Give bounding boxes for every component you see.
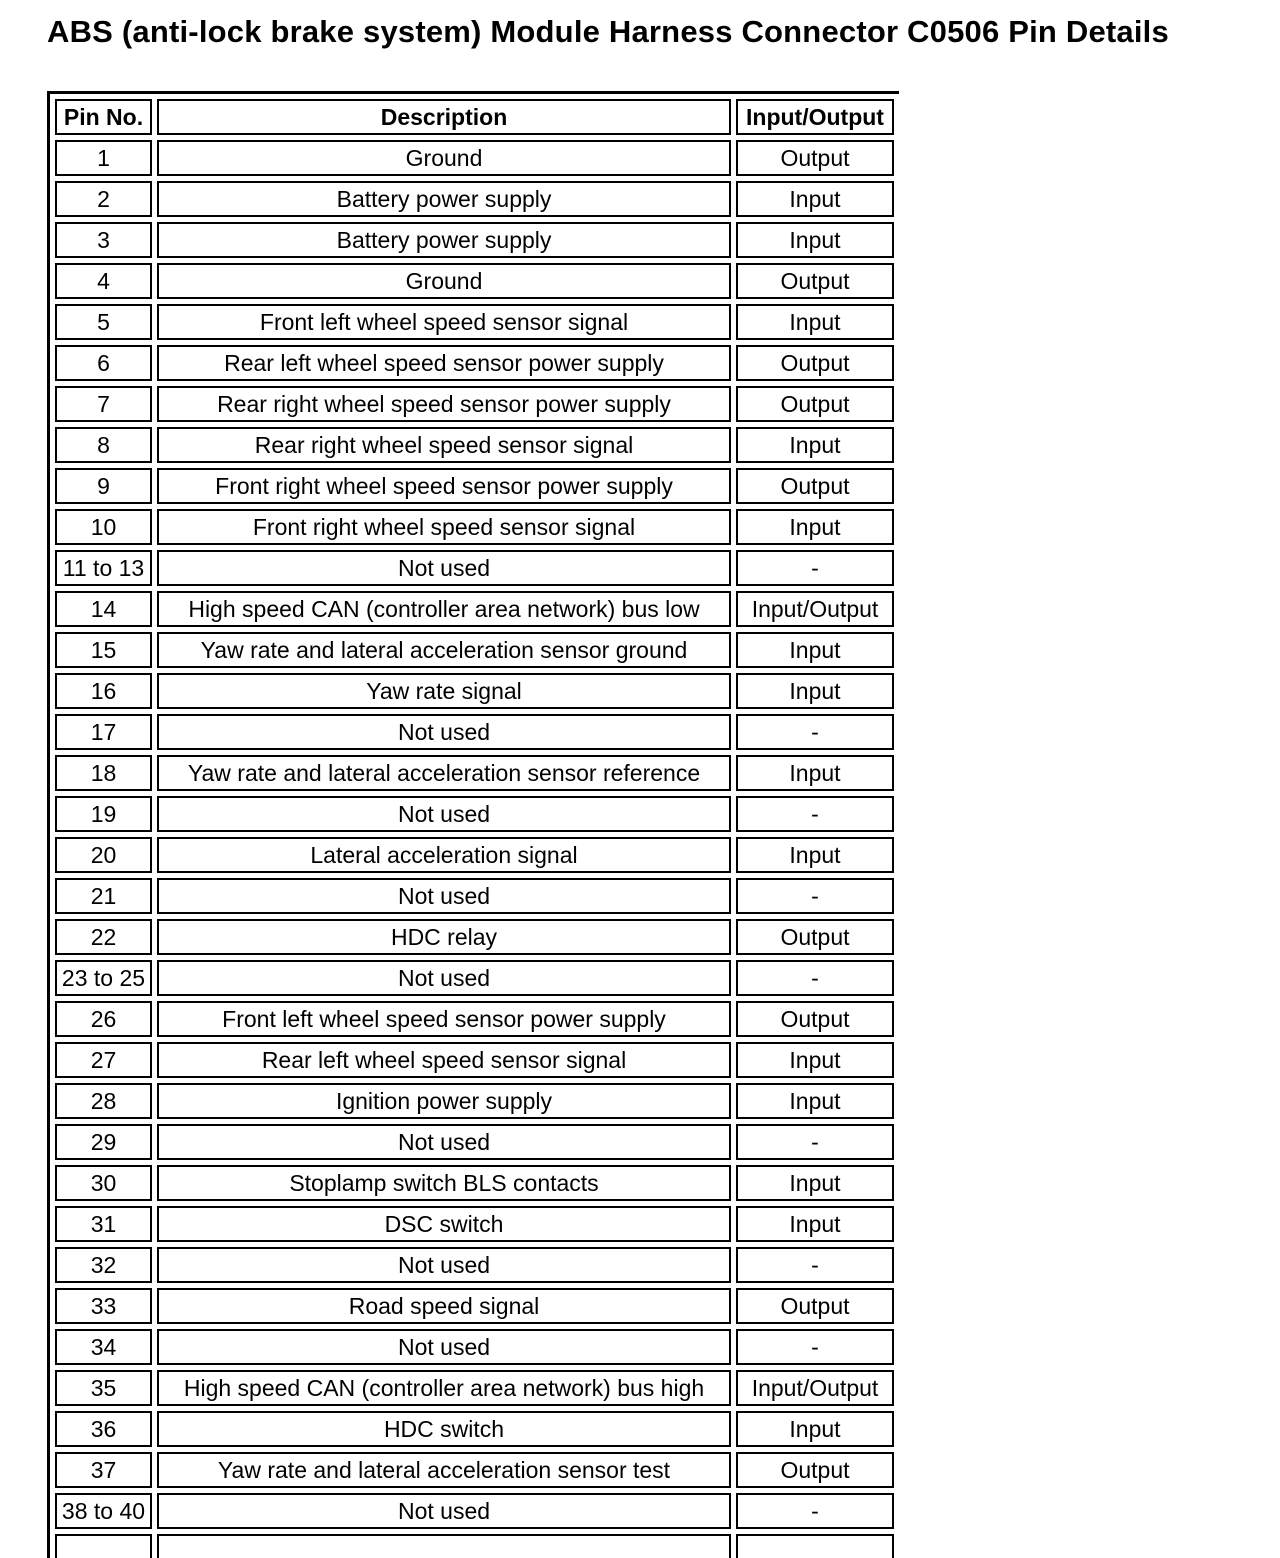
pin-number-cell: 4 xyxy=(55,263,152,299)
pin-number-cell: 18 xyxy=(55,755,152,791)
input-output-cell: Input xyxy=(736,304,894,340)
input-output-cell: Input xyxy=(736,181,894,217)
pin-number-cell: 35 xyxy=(55,1370,152,1406)
pin-number-cell: 34 xyxy=(55,1329,152,1365)
pin-number-cell: 11 to 13 xyxy=(55,550,152,586)
description-cell: Battery power supply xyxy=(157,222,731,258)
description-cell: Yaw rate and lateral acceleration sensor ground xyxy=(157,632,731,668)
description-cell: Front right wheel speed sensor power supply xyxy=(157,468,731,504)
header-description: Description xyxy=(157,99,731,135)
table-row xyxy=(55,1206,894,1242)
table-row xyxy=(55,1329,894,1365)
pin-number-cell: 2 xyxy=(55,181,152,217)
input-output-cell: Input xyxy=(736,427,894,463)
input-output-cell: Output xyxy=(736,345,894,381)
description-cell: Not used xyxy=(157,714,731,750)
pin-number-cell: 33 xyxy=(55,1288,152,1324)
description-cell: Battery power supply xyxy=(157,181,731,217)
description-cell: Rear left wheel speed sensor power supply xyxy=(157,345,731,381)
description-cell: Ground xyxy=(157,263,731,299)
table-row xyxy=(55,468,894,504)
pin-number-cell: 14 xyxy=(55,591,152,627)
input-output-cell: Input xyxy=(736,1411,894,1447)
empty-cell xyxy=(736,1534,894,1558)
table-row xyxy=(55,181,894,217)
table-row-continuation xyxy=(55,1534,894,1558)
input-output-cell: Input xyxy=(736,509,894,545)
input-output-cell: - xyxy=(736,1493,894,1529)
table-row xyxy=(55,386,894,422)
pin-number-cell: 37 xyxy=(55,1452,152,1488)
description-cell: Yaw rate and lateral acceleration sensor reference xyxy=(157,755,731,791)
input-output-cell: - xyxy=(736,714,894,750)
input-output-cell: - xyxy=(736,1124,894,1160)
description-cell: Not used xyxy=(157,878,731,914)
description-cell: Rear left wheel speed sensor signal xyxy=(157,1042,731,1078)
description-cell: HDC relay xyxy=(157,919,731,955)
description-cell: Not used xyxy=(157,1329,731,1365)
pin-number-cell: 23 to 25 xyxy=(55,960,152,996)
pin-number-cell: 7 xyxy=(55,386,152,422)
description-cell: Not used xyxy=(157,796,731,832)
table-row xyxy=(55,1042,894,1078)
pin-number-cell: 30 xyxy=(55,1165,152,1201)
header-pin-no: Pin No. xyxy=(55,99,152,135)
input-output-cell: Input xyxy=(736,673,894,709)
description-cell: Not used xyxy=(157,1493,731,1529)
pin-number-cell: 36 xyxy=(55,1411,152,1447)
pin-details-table xyxy=(47,91,899,1558)
input-output-cell: Output xyxy=(736,1001,894,1037)
input-output-cell: Input xyxy=(736,632,894,668)
pin-number-cell: 28 xyxy=(55,1083,152,1119)
pin-number-cell: 3 xyxy=(55,222,152,258)
description-cell: Rear right wheel speed sensor signal xyxy=(157,427,731,463)
pin-number-cell: 22 xyxy=(55,919,152,955)
table-row xyxy=(55,1411,894,1447)
pin-number-cell: 20 xyxy=(55,837,152,873)
pin-number-cell: 38 to 40 xyxy=(55,1493,152,1529)
description-cell: Not used xyxy=(157,550,731,586)
table-row xyxy=(55,837,894,873)
description-cell: Yaw rate and lateral acceleration sensor test xyxy=(157,1452,731,1488)
table-row xyxy=(55,509,894,545)
table-row xyxy=(55,919,894,955)
input-output-cell: Input xyxy=(736,1206,894,1242)
pin-number-cell: 19 xyxy=(55,796,152,832)
pin-number-cell: 6 xyxy=(55,345,152,381)
pin-number-cell: 27 xyxy=(55,1042,152,1078)
table-row xyxy=(55,345,894,381)
table-row xyxy=(55,1165,894,1201)
pin-number-cell: 17 xyxy=(55,714,152,750)
description-cell: DSC switch xyxy=(157,1206,731,1242)
empty-cell xyxy=(157,1534,731,1558)
description-cell: Not used xyxy=(157,960,731,996)
input-output-cell: Input xyxy=(736,837,894,873)
header-input-output: Input/Output xyxy=(736,99,894,135)
description-cell: Ground xyxy=(157,140,731,176)
input-output-cell: - xyxy=(736,796,894,832)
table-header-row xyxy=(55,99,894,135)
input-output-cell: Output xyxy=(736,468,894,504)
table-row xyxy=(55,796,894,832)
input-output-cell: Input xyxy=(736,1165,894,1201)
table-body xyxy=(55,140,894,1558)
input-output-cell: Output xyxy=(736,1288,894,1324)
table-row xyxy=(55,632,894,668)
pin-number-cell: 31 xyxy=(55,1206,152,1242)
input-output-cell: Input xyxy=(736,222,894,258)
description-cell: High speed CAN (controller area network) bus low xyxy=(157,591,731,627)
table-row xyxy=(55,755,894,791)
description-cell: Front left wheel speed sensor power supply xyxy=(157,1001,731,1037)
table-row xyxy=(55,140,894,176)
description-cell: Yaw rate signal xyxy=(157,673,731,709)
pin-number-cell: 9 xyxy=(55,468,152,504)
input-output-cell: Input/Output xyxy=(736,1370,894,1406)
description-cell: Stoplamp switch BLS contacts xyxy=(157,1165,731,1201)
input-output-cell: - xyxy=(736,1329,894,1365)
table-row xyxy=(55,1452,894,1488)
table-row xyxy=(55,263,894,299)
description-cell: Lateral acceleration signal xyxy=(157,837,731,873)
table-row xyxy=(55,1001,894,1037)
table-row xyxy=(55,591,894,627)
input-output-cell: - xyxy=(736,1247,894,1283)
table-row xyxy=(55,1493,894,1529)
input-output-cell: Input xyxy=(736,1083,894,1119)
input-output-cell: Input xyxy=(736,755,894,791)
empty-cell xyxy=(55,1534,152,1558)
input-output-cell: Output xyxy=(736,1452,894,1488)
description-cell: High speed CAN (controller area network) bus high xyxy=(157,1370,731,1406)
description-cell: HDC switch xyxy=(157,1411,731,1447)
table-row xyxy=(55,1124,894,1160)
table-row xyxy=(55,427,894,463)
pin-number-cell: 29 xyxy=(55,1124,152,1160)
pin-number-cell: 26 xyxy=(55,1001,152,1037)
input-output-cell: Input/Output xyxy=(736,591,894,627)
table-row xyxy=(55,1247,894,1283)
table-row xyxy=(55,1370,894,1406)
input-output-cell: Output xyxy=(736,140,894,176)
input-output-cell: Output xyxy=(736,919,894,955)
table-row xyxy=(55,673,894,709)
description-cell: Not used xyxy=(157,1124,731,1160)
pin-number-cell: 15 xyxy=(55,632,152,668)
description-cell: Front left wheel speed sensor signal xyxy=(157,304,731,340)
pin-number-cell: 10 xyxy=(55,509,152,545)
pin-number-cell: 5 xyxy=(55,304,152,340)
pin-number-cell: 1 xyxy=(55,140,152,176)
pin-number-cell: 21 xyxy=(55,878,152,914)
input-output-cell: Output xyxy=(736,386,894,422)
input-output-cell: Output xyxy=(736,263,894,299)
table-row xyxy=(55,222,894,258)
pin-number-cell: 16 xyxy=(55,673,152,709)
table-row xyxy=(55,714,894,750)
table-row xyxy=(55,1288,894,1324)
description-cell: Road speed signal xyxy=(157,1288,731,1324)
description-cell: Ignition power supply xyxy=(157,1083,731,1119)
input-output-cell: - xyxy=(736,550,894,586)
input-output-cell: - xyxy=(736,878,894,914)
input-output-cell: - xyxy=(736,960,894,996)
pin-number-cell: 8 xyxy=(55,427,152,463)
table-row xyxy=(55,960,894,996)
table-row xyxy=(55,304,894,340)
input-output-cell: Input xyxy=(736,1042,894,1078)
pin-table-container xyxy=(47,91,899,1558)
table-row xyxy=(55,878,894,914)
description-cell: Not used xyxy=(157,1247,731,1283)
table-row xyxy=(55,550,894,586)
description-cell: Front right wheel speed sensor signal xyxy=(157,509,731,545)
page-title: ABS (anti-lock brake system) Module Harness Connector C0506 Pin Details xyxy=(47,14,1169,49)
table-row xyxy=(55,1083,894,1119)
description-cell: Rear right wheel speed sensor power supply xyxy=(157,386,731,422)
pin-number-cell: 32 xyxy=(55,1247,152,1283)
